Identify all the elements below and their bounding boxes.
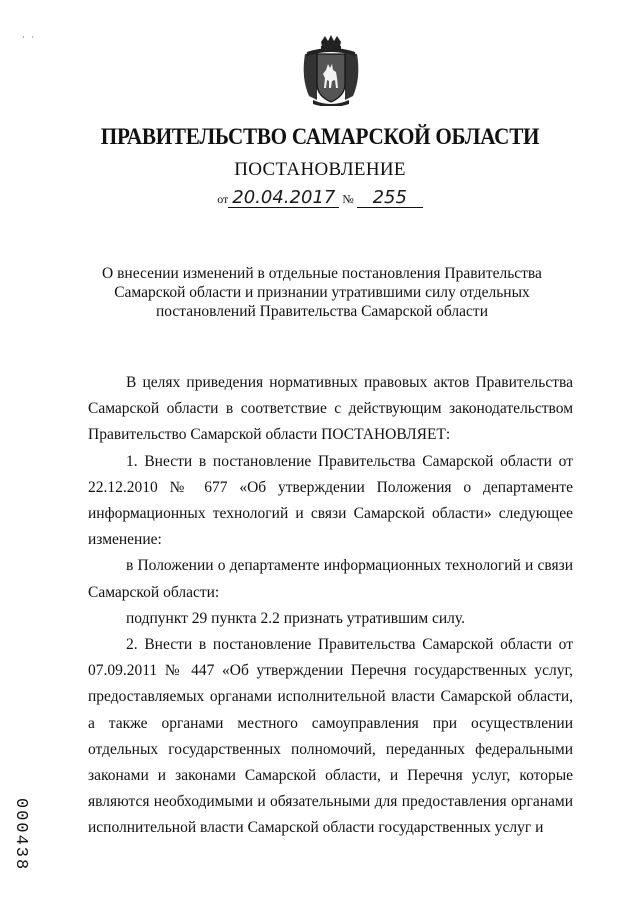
- body-paragraph: в Положении о департаменте информационных технологий и связи Самарской области:: [88, 557, 573, 601]
- organization-title: ПРАВИТЕЛЬСТВО САМАРСКОЙ ОБЛАСТИ: [100, 124, 540, 149]
- document-type: ПОСТАНОВЛЕНИЕ: [234, 159, 406, 180]
- number-prefix: №: [342, 192, 354, 206]
- date-prefix: от: [217, 192, 229, 206]
- side-stamp-number: 000438: [11, 798, 30, 872]
- coat-of-arms-icon: [299, 34, 363, 106]
- scan-mark: · ·: [22, 32, 37, 42]
- body-paragraph: 1. Внести в постановление Правительства Самарской области от 22.12.2010 № 677 «Об утверждении Положения о департаменте информационных технологий и связи Самарской области» следующее изменение:: [88, 452, 573, 549]
- document-subject: О внесении изменений в отдельные постановления Правительства Самарской области и признании утратившими силу отдельных постановлений Правительства Самарской области: [102, 265, 542, 320]
- body-paragraph: подпункт 29 пункта 2.2 признать утратившим силу.: [126, 609, 465, 627]
- handwritten-date: 20.04.2017: [228, 189, 339, 208]
- document-body: [88, 370, 573, 842]
- handwritten-number: 255: [357, 189, 423, 208]
- body-paragraph: 2. Внести в постановление Правительства Самарской области от 07.09.2011 № 447 «Об утверждении Перечня государственных услуг, предоставляемых органами исполнительной власти Самарской области, а также органами местного самоуправления при осуществлении отдельных государственных полномочий, переданных федеральными законами и законами Самарской области, и Перечня услуг, которые являются необходимыми и обязательными для предоставления органами исполнительной власти Самарской области государственных услуг и: [88, 636, 573, 837]
- date-number-line: [0, 189, 640, 208]
- body-paragraph: В целях приведения нормативных правовых актов Правительства Самарской области в соответствие с действующим законодательством Правительство Самарской области ПОСТАНОВЛЯЕТ:: [88, 374, 573, 444]
